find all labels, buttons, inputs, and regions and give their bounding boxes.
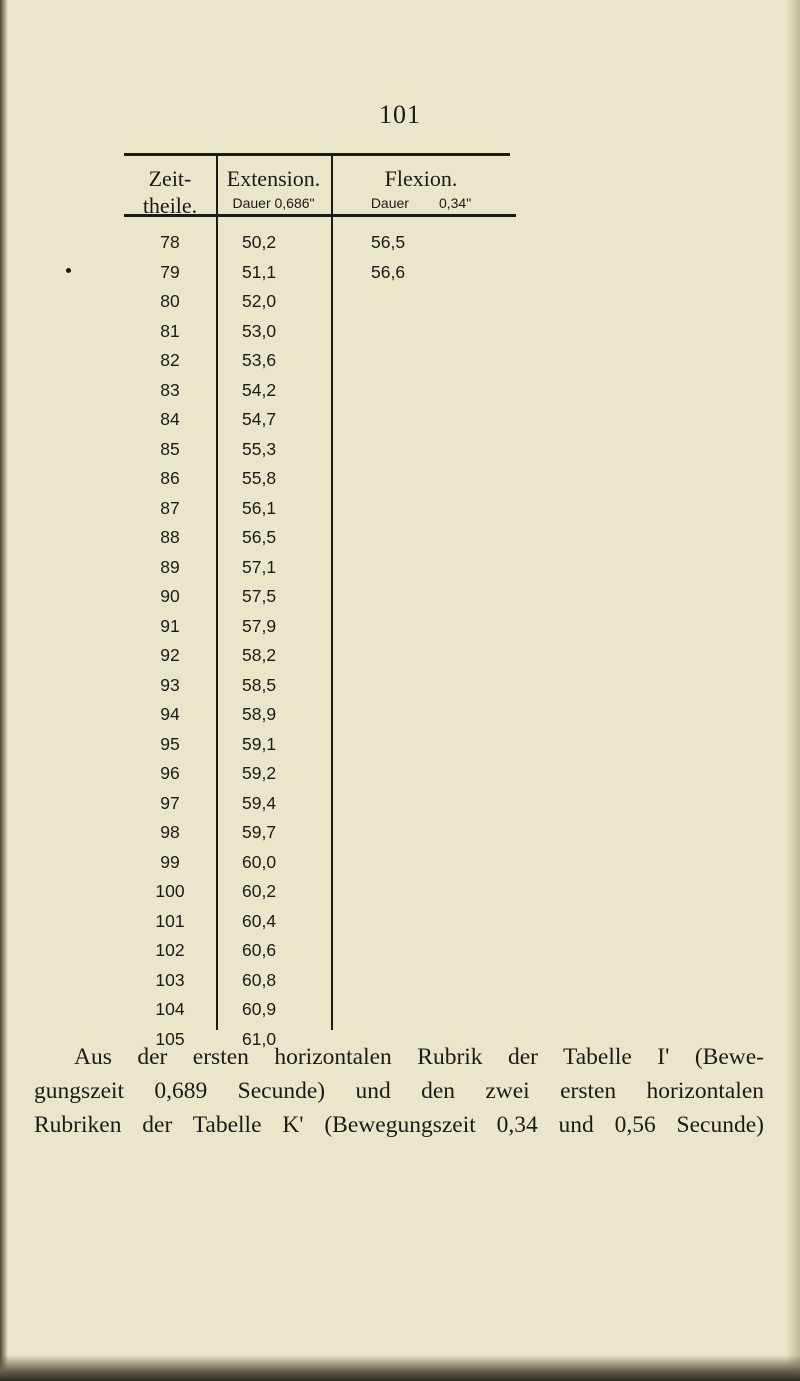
cell-extension: 60,9 xyxy=(242,999,277,1019)
cell-flexion: 56,5 xyxy=(371,232,406,252)
table-row xyxy=(124,734,510,764)
header-extension xyxy=(216,165,331,214)
cell-extension: 59,2 xyxy=(242,763,277,783)
table-row xyxy=(124,350,510,380)
cell-extension: 56,1 xyxy=(242,497,277,518)
cell-flexion: 56,6 xyxy=(371,261,406,282)
cell-extension: 60,6 xyxy=(242,940,277,960)
table-row xyxy=(124,468,510,498)
cell-extension: 57,5 xyxy=(242,586,277,606)
cell-zeit: 102 xyxy=(155,940,185,960)
cell-extension: 58,5 xyxy=(242,674,277,695)
cell-zeit: 85 xyxy=(160,438,180,459)
cell-extension: 61,0 xyxy=(242,1028,277,1049)
table-row xyxy=(124,881,510,911)
table-row xyxy=(124,321,510,351)
table-row xyxy=(124,439,510,469)
cell-zeit: 96 xyxy=(160,763,180,783)
header-zeittheile xyxy=(124,165,216,219)
header-flexion-duration xyxy=(331,192,511,214)
cell-extension: 57,9 xyxy=(242,615,277,636)
table-row xyxy=(124,645,510,675)
cell-zeit: 87 xyxy=(160,497,180,518)
cell-extension: 60,8 xyxy=(242,969,277,990)
page-number: 101 xyxy=(379,100,421,129)
table-row xyxy=(124,940,510,970)
cell-extension: 58,9 xyxy=(242,704,277,724)
cell-zeit: 94 xyxy=(160,704,180,724)
cell-zeit: 89 xyxy=(160,556,180,577)
cell-zeit: 84 xyxy=(160,409,180,429)
table-row xyxy=(124,498,510,528)
table-row xyxy=(124,557,510,587)
cell-extension: 58,2 xyxy=(242,645,277,665)
cell-zeit: 100 xyxy=(155,881,185,901)
table-row xyxy=(124,527,510,557)
duration-value: 0,686" xyxy=(274,195,315,211)
duration-label: Dauer xyxy=(370,195,409,211)
cell-zeit: 97 xyxy=(160,792,180,813)
cell-extension: 51,1 xyxy=(242,261,277,282)
paragraph-line: Rubriken der Tabelle K' (Bewegungszeit 0,34 und 0,56 Secunde) xyxy=(34,1112,764,1138)
table-row xyxy=(124,822,510,852)
paragraph-line: Aus der ersten horizontalen Rubrik der Tabelle I' (Bewe- xyxy=(74,1044,764,1070)
page-left-edge-shadow xyxy=(0,0,8,1381)
table-row xyxy=(124,291,510,321)
cell-extension: 60,4 xyxy=(242,910,277,931)
cell-extension: 53,6 xyxy=(242,350,277,370)
table-row xyxy=(124,262,510,292)
body-paragraph xyxy=(34,1040,764,1142)
table-row xyxy=(124,793,510,823)
cell-extension: 60,0 xyxy=(242,851,277,872)
header-zeit-line1: Zeit- xyxy=(148,166,192,191)
table-top-rule xyxy=(124,153,510,156)
table-row xyxy=(124,999,510,1029)
cell-zeit: 92 xyxy=(160,645,180,665)
table-row xyxy=(124,704,510,734)
table-row xyxy=(124,852,510,882)
cell-extension: 57,1 xyxy=(242,556,277,577)
cell-extension: 59,1 xyxy=(242,733,277,754)
cell-zeit: 88 xyxy=(160,527,180,547)
table-row xyxy=(124,380,510,410)
paragraph-line: gungszeit 0,689 Secunde) und den zwei ersten horizontalen xyxy=(34,1078,764,1104)
header-extension-title: Extension. xyxy=(226,166,321,191)
cell-extension: 55,8 xyxy=(242,468,277,488)
cell-zeit: 98 xyxy=(160,822,180,842)
table-row xyxy=(124,970,510,1000)
header-zeit-line2: theile. xyxy=(142,193,198,218)
page-right-edge-shadow xyxy=(786,0,800,1381)
cell-zeit: 83 xyxy=(160,379,180,400)
page-bottom-edge-shadow xyxy=(0,1355,800,1381)
duration-label: Dauer xyxy=(232,195,271,211)
cell-extension: 56,5 xyxy=(242,527,277,547)
cell-extension: 54,7 xyxy=(242,409,277,429)
cell-extension: 60,2 xyxy=(242,881,277,901)
cell-extension: 54,2 xyxy=(242,379,277,400)
cell-zeit: 86 xyxy=(160,468,180,488)
table-row xyxy=(124,586,510,616)
cell-zeit: 104 xyxy=(155,999,185,1019)
duration-value: 0,34" xyxy=(438,195,472,211)
cell-zeit: 81 xyxy=(160,320,180,341)
cell-extension: 59,4 xyxy=(242,792,277,813)
cell-extension: 55,3 xyxy=(242,438,277,459)
cell-extension: 53,0 xyxy=(242,320,277,341)
cell-extension: 50,2 xyxy=(242,232,277,252)
cell-zeit: 82 xyxy=(160,350,180,370)
cell-zeit: 79 xyxy=(160,261,180,282)
table-row xyxy=(124,763,510,793)
header-extension-duration xyxy=(216,192,331,214)
table-row xyxy=(124,232,510,262)
cell-zeit: 80 xyxy=(160,291,180,311)
cell-extension: 59,7 xyxy=(242,822,277,842)
table-row xyxy=(124,675,510,705)
cell-zeit: 101 xyxy=(155,910,185,931)
header-flexion xyxy=(331,165,511,214)
cell-zeit: 78 xyxy=(160,232,180,252)
cell-zeit: 99 xyxy=(160,851,180,872)
table-row xyxy=(124,616,510,646)
cell-zeit: 93 xyxy=(160,674,180,695)
stray-ink-dot xyxy=(66,268,71,273)
cell-zeit: 91 xyxy=(160,615,180,636)
table-row xyxy=(124,409,510,439)
table-row xyxy=(124,911,510,941)
header-flexion-title: Flexion. xyxy=(384,166,458,191)
table-body xyxy=(124,232,510,1058)
cell-zeit: 105 xyxy=(155,1028,185,1049)
cell-zeit: 103 xyxy=(155,969,185,990)
cell-extension: 52,0 xyxy=(242,291,277,311)
cell-zeit: 95 xyxy=(160,733,180,754)
cell-zeit: 90 xyxy=(160,586,180,606)
